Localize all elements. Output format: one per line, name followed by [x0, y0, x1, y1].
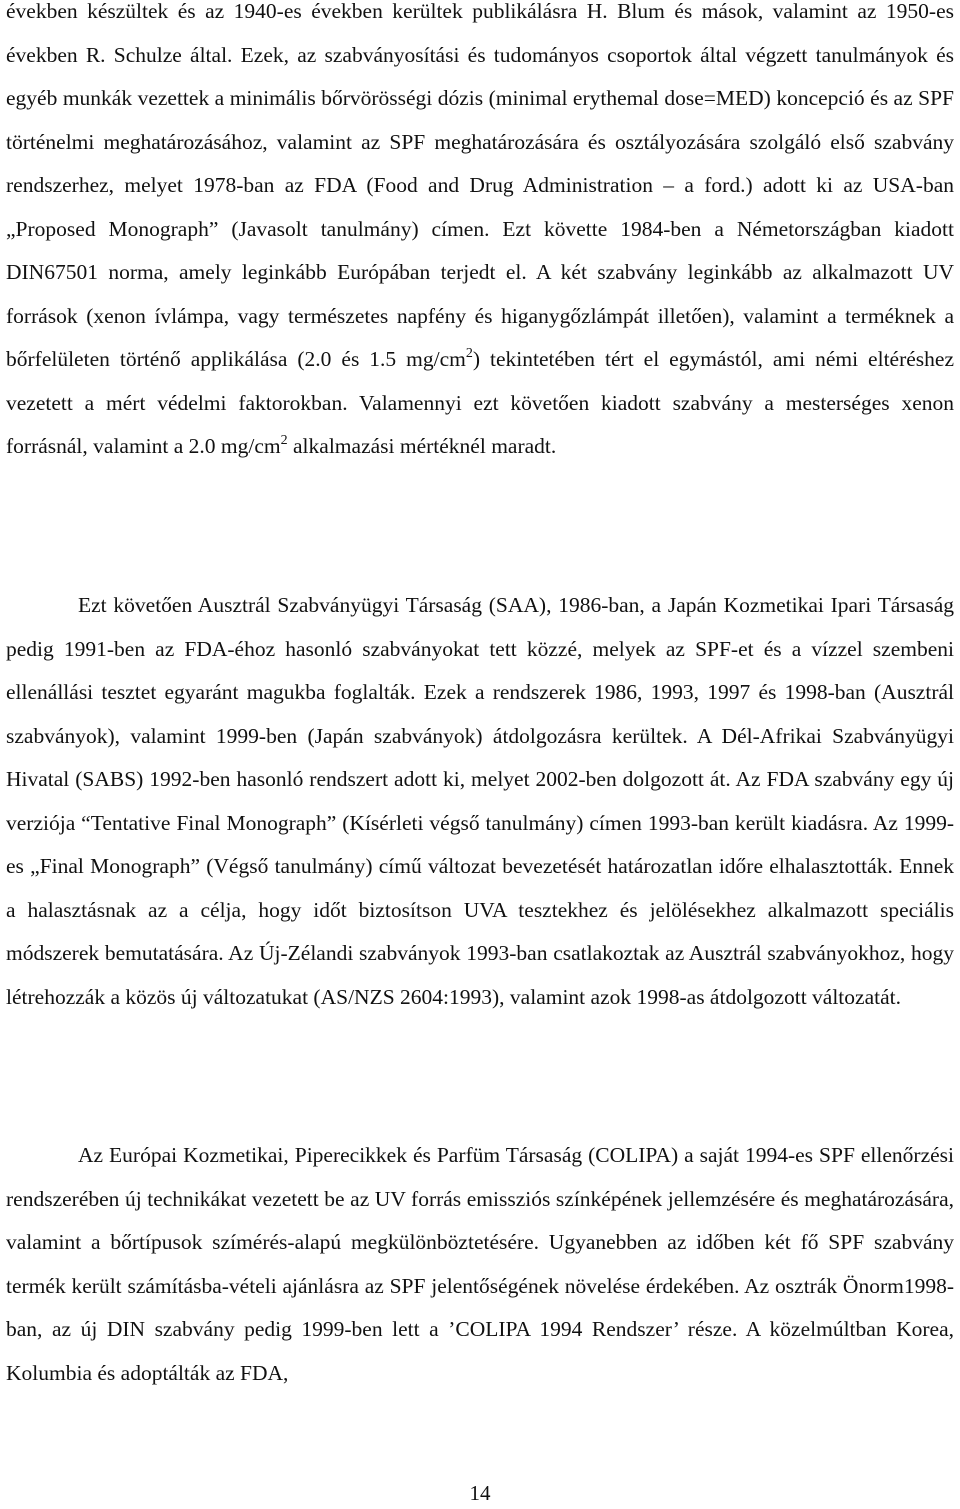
paragraph-3 [6, 1134, 954, 1395]
paragraph-2-text: Ezt követően Ausztrál Szabványügyi Társaság (SAA), 1986-ban, a Japán Kozmetikai Ipari Társaság pedig 1991-ben az FDA-éhoz hasonló szabványokat tett közzé, melyek az SPF-et és a vízzel szembeni ellenállási tesztet egyaránt magukba foglalták. Ezek a rendszerek 1986, 1993, 1997 és 1998-ban (Ausztrál szabványok), valamint 1999-ben (Japán szabványok) átdolgozásra kerültek. A Dél-Afrikai Szabványügyi Hivatal (SABS) 1992-ben hasonló rendszert adott ki, melyet 2002-ben dolgozott át. Az FDA szabvány egy új verziója “Tentative Final Monograph” (Kísérleti végső tanulmány) címen 1993-ban került kiadásra. Az 1999-es „Final Monograph” (Végső tanulmány) című változat bevezetését határozatlan időre elhalasztották. Ennek a halasztásnak az a célja, hogy időt biztosítson UVA tesztekhez és jelölésekhez alkalmazott speciális módszerek bemutatására. Az Új-Zélandi szabványok 1993-ban csatlakoztak az Ausztrál szabványokhoz, hogy létrehozzák a közös új változatukat (AS/NZS 2604:1993), valamint azok 1998-as átdolgozott változatát. [6, 593, 954, 1009]
superscript-2: 2 [280, 433, 288, 448]
paragraph-1-text-cont: ) tekintetében tért el egymástól, ami némi eltéréshez vezetett a mért védelmi faktorokban. Valamennyi ezt követően kiadott szabvány a mesterséges xenon forrásnál, valamint a 2.0 mg/cm [6, 347, 954, 458]
paragraph-1-text: években készültek és az 1940-es években kerültek publikálásra H. Blum és mások, valamint az 1950-es években R. Schulze által. Ezek, az szabványosítási és tudományos csoportok által végzett tanulmányok és egyéb munkák vezettek a minimális bőrvörösségi dózis (minimal erythemal dose=MED) koncepció és az SPF történelmi meghatározásához, valamint az SPF meghatározására és osztályozására szolgáló első szabvány rendszerhez, melyet 1978-ban az FDA (Food and Drug Administration – a ford.) adott ki az USA-ban „Proposed Monograph” (Javasolt tanulmány) címen. Ezt követte 1984-ben a Németországban kiadott DIN67501 norma, amely leginkább Európában terjedt el. A két szabvány leginkább az alkalmazott UV források (xenon ívlámpa, vagy természetes napfény és higanygőzlámpát illetően), valamint a terméknek a bőrfelületen történő applikálása (2.0 és 1.5 mg/cm [6, 0, 954, 371]
paragraph-1-text-end: alkalmazási mértéknél maradt. [287, 434, 557, 458]
paragraph-3-text: Az Európai Kozmetikai, Piperecikkek és Parfüm Társaság (COLIPA) a saját 1994-es SPF ellenőrzési rendszerében új technikákat vezetett be az UV forrás emissziós színképének jellemzésére és meghatározására, valamint a bőrtípusok szímérés-alapú megkülönböztetésére. Ugyanebben az időben két fő SPF szabvány termék került számításba-vételi ajánlásra az SPF jelentőségének növelése érdekében. Az osztrák Önorm1998-ban, az új DIN szabvány pedig 1999-ben lett a ’COLIPA 1994 Rendszer’ része. A közelmúltban Korea, Kolumbia és adoptálták az FDA, [6, 1143, 954, 1385]
page-number: 14 [469, 1481, 491, 1505]
paragraph-1 [6, 0, 954, 469]
paragraph-2 [6, 584, 954, 1019]
superscript-2: 2 [465, 346, 473, 361]
